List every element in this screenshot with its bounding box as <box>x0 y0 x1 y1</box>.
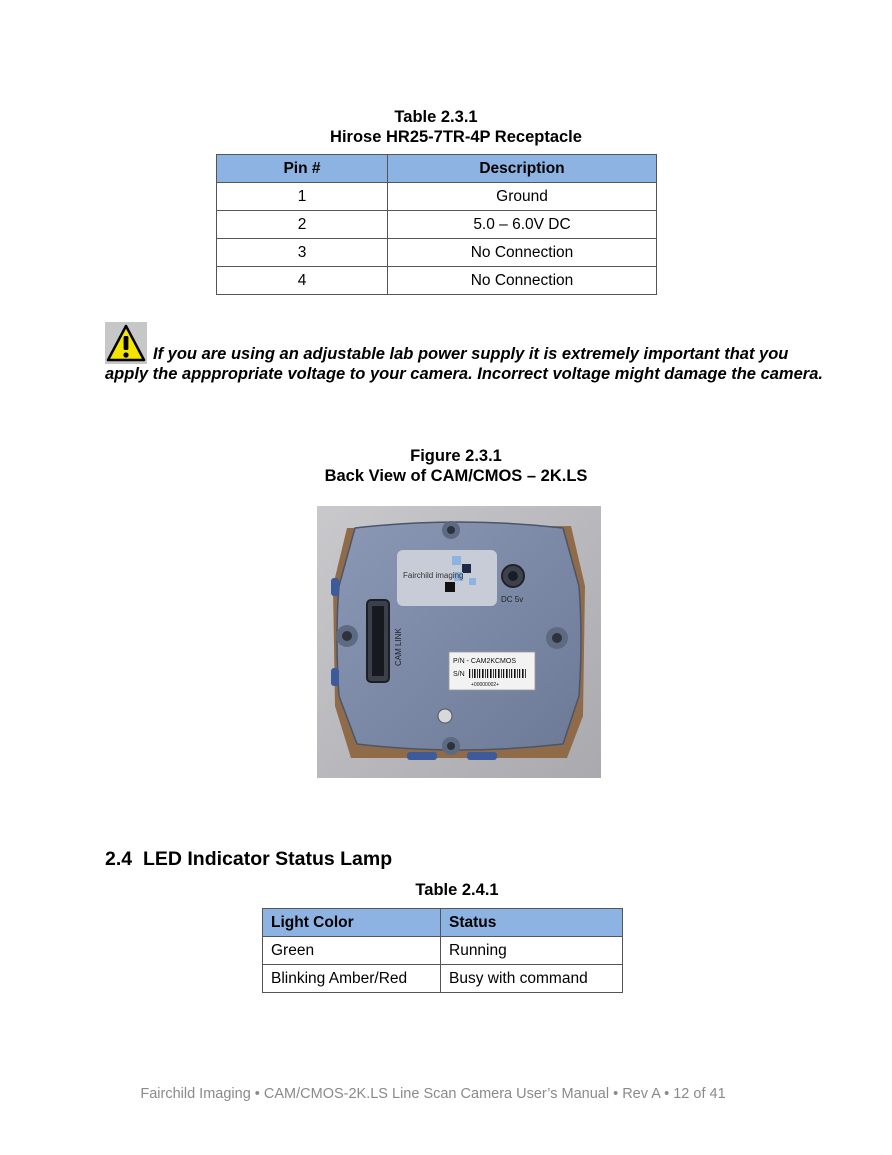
section-number: 2.4 <box>105 848 133 870</box>
section-title: LED Indicator Status Lamp <box>142 848 393 870</box>
table-cell: Green <box>263 937 441 965</box>
brand-text: Fairchild imaging <box>403 571 464 580</box>
pn-label: P/N - CAM2KCMOS <box>453 658 517 665</box>
table1-caption: Table 2.3.1 <box>394 108 478 126</box>
table-row <box>263 965 623 993</box>
table-row <box>263 937 623 965</box>
camera-back-photo <box>317 506 601 778</box>
figure-caption: Figure 2.3.1 <box>410 447 502 465</box>
table-cell: Ground <box>388 183 657 211</box>
table-cell: Blinking Amber/Red <box>263 965 441 993</box>
figure-title: Back View of CAM/CMOS – 2K.LS <box>324 467 588 485</box>
table-cell: 4 <box>217 267 388 295</box>
pin-table <box>216 154 657 295</box>
table-cell: 5.0 – 6.0V DC <box>388 211 657 239</box>
table-cell: 3 <box>217 239 388 267</box>
column-header: Description <box>388 155 657 183</box>
column-header: Pin # <box>217 155 388 183</box>
table1-title: Hirose HR25-7TR-4P Receptacle <box>330 128 582 146</box>
warning-text: If you are using an adjustable lab power supply it is extremely important that you apply the apppropriate voltage to your camera. Incorrect voltage might damage the camera. <box>105 345 823 383</box>
sn-label: S/N <box>453 671 465 678</box>
table-cell: No Connection <box>388 239 657 267</box>
table-cell: Busy with command <box>441 965 623 993</box>
led-status-table <box>262 908 623 993</box>
column-header: Light Color <box>263 909 441 937</box>
warning-paragraph <box>105 322 825 384</box>
dc-label: DC 5v <box>501 595 524 604</box>
table-cell: 1 <box>217 183 388 211</box>
page-footer: Fairchild Imaging • CAM/CMOS-2K.LS Line Scan Camera User’s Manual • Rev A • 12 of 41 <box>140 1086 726 1102</box>
table-row <box>217 183 657 211</box>
table-cell: 2 <box>217 211 388 239</box>
barcode-text: +00000002+ <box>471 682 500 688</box>
table-header-row <box>217 155 657 183</box>
column-header: Status <box>441 909 623 937</box>
table-cell: Running <box>441 937 623 965</box>
table-row <box>217 239 657 267</box>
warning-icon <box>105 322 147 364</box>
table-cell: No Connection <box>388 267 657 295</box>
table-header-row <box>263 909 623 937</box>
cam-link-label: CAM LINK <box>394 628 403 666</box>
section-heading <box>105 848 392 871</box>
table-row <box>217 211 657 239</box>
table-row <box>217 267 657 295</box>
table2-caption: Table 2.4.1 <box>415 881 499 899</box>
